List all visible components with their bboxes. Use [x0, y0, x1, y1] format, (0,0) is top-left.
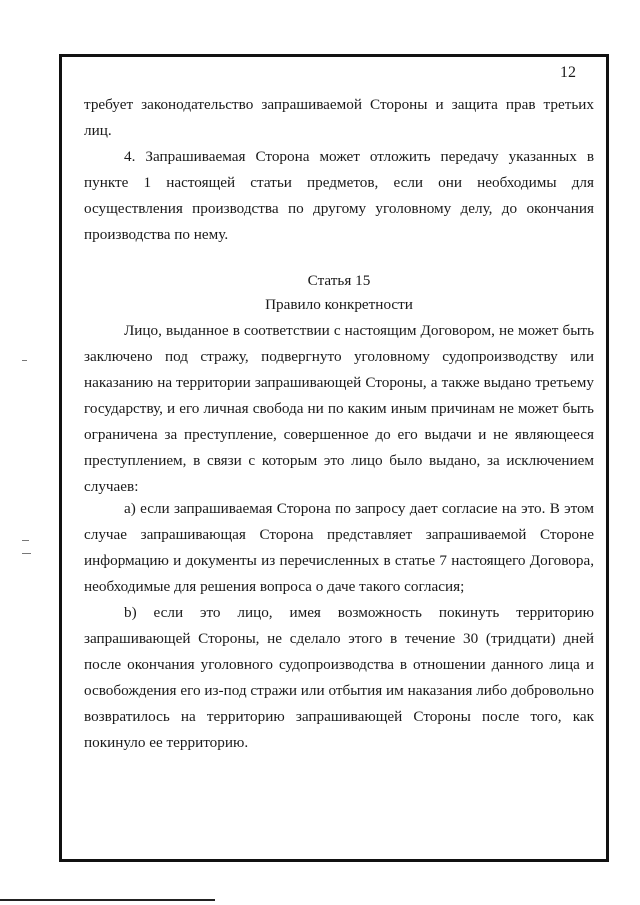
paragraph-continuation: требует законодательство запрашиваемой Стороны и защита прав третьих лиц. [84, 96, 594, 139]
paragraph-case-b: b) если это лицо, имея возможность покинуть территорию запрашивающей Стороны, не сделало этого в течение 30 (тридцати) дней после окончания уголовного судопроизводства в отношении данного лица и освобождения его из-под стражи или отбытия им наказания либо добровольно возвратилось на территорию запрашивающей Стороны после того, как покинуло ее территорию. [84, 604, 594, 751]
article-title: Правило конкретности [265, 296, 413, 313]
scan-speck [22, 360, 27, 361]
article-number: Статья 15 [307, 272, 371, 289]
footer-rule [0, 899, 215, 901]
page-number: 12 [560, 64, 576, 81]
paragraph-case-a: a) если запрашиваемая Сторона по запросу дает согласие на это. В этом случае запрашивающая Сторона представляет запрашиваемой Стороне информацию и документы из перечисленных в статье 7 настоящего Договора, необходимые для решения вопроса о даче такого согласия; [84, 500, 594, 595]
scan-speck [22, 540, 29, 541]
scan-speck [22, 553, 31, 554]
paragraph-item-4: 4. Запрашиваемая Сторона может отложить передачу указанных в пункте 1 настоящей статьи предметов, если они необходимы для осуществления производства по другому уголовному делу, до окончания производства по нему. [84, 148, 594, 243]
paragraph-article-body: Лицо, выданное в соответствии с настоящим Договором, не может быть заключено под стражу, подвергнуто уголовному судопроизводству или наказанию на территории запрашивающей Стороны, а также выдано третьему государству, и его личная свобода ни по каким иным причинам не может быть ограничена за преступление, совершенное до его выдачи и не являющееся преступлением, в связи с которым это лицо было выдано, за исключением случаев: [84, 322, 594, 495]
